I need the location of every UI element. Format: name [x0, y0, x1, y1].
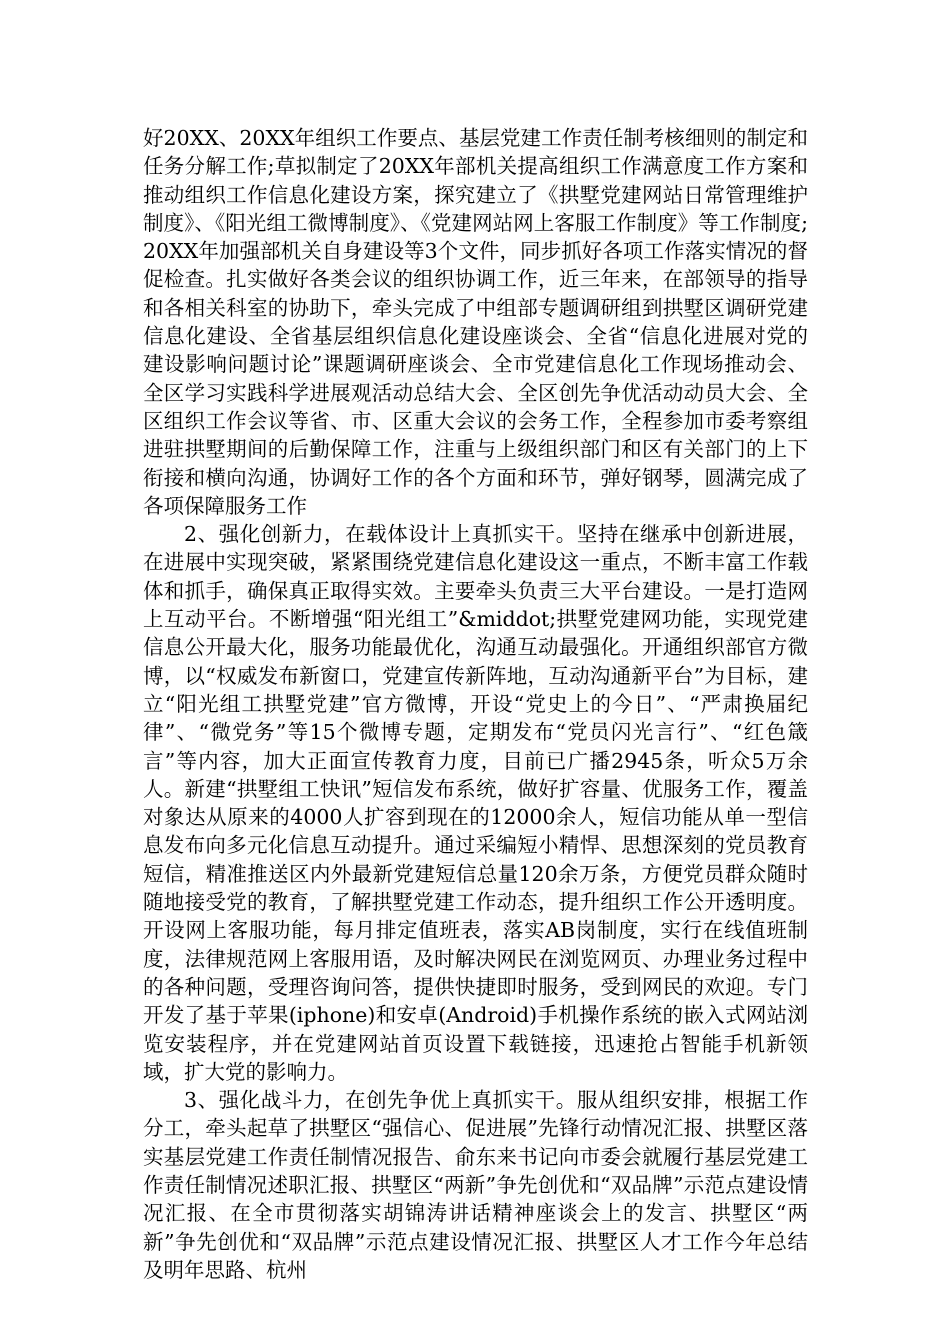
paragraph-2: 2、强化创新力，在载体设计上真抓实干。坚持在继承中创新进展，在进展中实现突破，紧紧围绕党建信息化建设这一重点，不断丰富工作载体和抓手，确保真正取得实效。主要牵头负责三大平台建设。一是打造网上互动平台。不断增强“阳光组工”&middot;拱墅党建网功能，实现党建信息公开最大化，服务功能最优化，沟通互动最强化。开通组织部官方微博，以“权威发布新窗口，党建宣传新阵地，互动沟通新平台”为目标，建立“阳光组工拱墅党建”官方微博，开设“党史上的今日”、“严肃换届纪律”、“微党务”等15个微博专题，定期发布“党员闪光言行”、“红色箴言”等内容，加大正面宣传教育力度，目前已广播2945条，听众5万余人。新建“拱墅组工快讯”短信发布系统，做好扩容量、优服务工作，覆盖对象达从原来的4000人扩容到现在的12000余人，短信功能从单一型信息发布向多元化信息互动提升。通过采编短小精悍、思想深刻的党员教育短信，精准推送区内外最新党建短信总量120余万条，方便党员群众随时随地接受党的教育，了解拱墅党建工作动态，提升组织工作公开透明度。开设网上客服功能，每月排定值班表，落实AB岗制度，实行在线值班制度，法律规范网上客服用语，及时解决网民在浏览网页、办理业务过程中的各种问题，受理咨询问答，提供快捷即时服务，受到网民的欢迎。专门开发了基于苹果(iphone)和安卓(Android)手机操作系统的嵌入式网站浏览安装程序，并在党建网站首页设置下载链接，迅速抢占智能手机新领域，扩大党的影响力。 — [143, 522, 808, 1084]
paragraph-3: 3、强化战斗力，在创先争优上真抓实干。服从组织安排，根据工作分工，牵头起草了拱墅区“强信心、促进展”先锋行动情况汇报、拱墅区落实基层党建工作责任制情况报告、俞东来书记向市委会就履行基层党建工作责任制情况述职汇报、拱墅区“两新”争先创优和“双品牌”示范点建设情况汇报、在全市贯彻落实胡锦涛讲话精神座谈会上的发言、拱墅区“两新”争先创优和“双品牌”示范点建设情况汇报、拱墅区人才工作今年总结及明年思路、杭州 — [143, 1088, 808, 1282]
document-body — [143, 124, 808, 1284]
paragraph-1: 好20XX、20XX年组织工作要点、基层党建工作责任制考核细则的制定和任务分解工作;草拟制定了20XX年部机关提高组织工作满意度工作方案和推动组织工作信息化建设方案，探究建立了《拱墅党建网站日常管理维护制度》、《阳光组工微博制度》、《党建网站网上客服工作制度》等工作制度;20XX年加强部机关自身建设等3个文件，同步抓好各项工作落实情况的督促检查。扎实做好各类会议的组织协调工作，近三年来，在部领导的指导和各相关科室的协助下，牵头完成了中组部专题调研组到拱墅区调研党建信息化建设、全省基层组织信息化建设座谈会、全省“信息化进展对党的建设影响问题讨论”课题调研座谈会、全市党建信息化工作现场推动会、全区学习实践科学进展观活动总结大会、全区创先争优活动动员大会、全区组织工作会议等省、市、区重大会议的会务工作，全程参加市委考察组进驻拱墅期间的后勤保障工作，注重与上级组织部门和区有关部门的上下衔接和横向沟通，协调好工作的各个方面和环节，弹好钢琴，圆满完成了各项保障服务工作 — [143, 126, 808, 518]
